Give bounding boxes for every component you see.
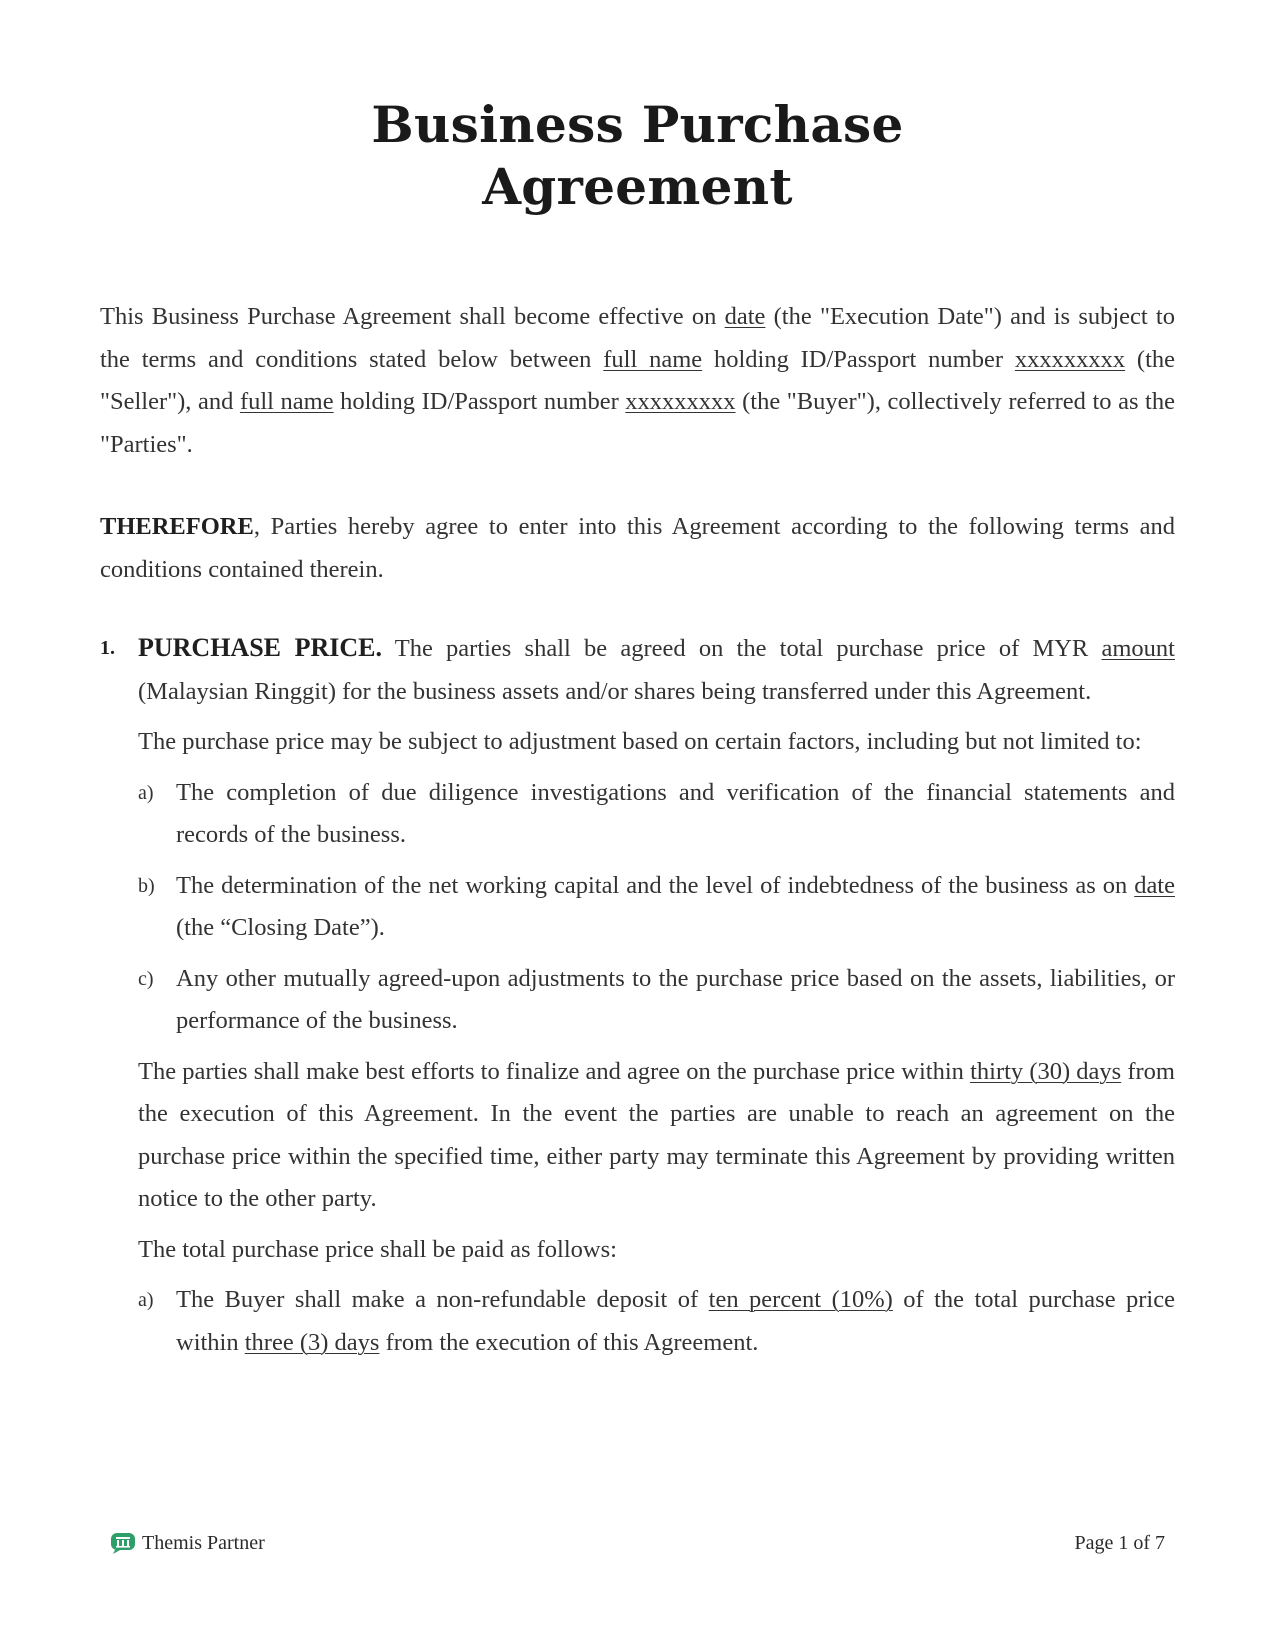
page-number: Page 1 of 7 <box>1074 1531 1165 1554</box>
list-item <box>138 1279 1175 1364</box>
finalize-text-2: from the execution of this Agreement. In the event the parties are unable to reach an agreement on the purchase price within the specified time, either party may terminate this Agreement by providing written notice to the other party. <box>138 1057 1175 1212</box>
list-item <box>138 958 1175 1043</box>
list-item-text: of the total purchase price within <box>176 1286 1175 1356</box>
payment-intro-paragraph: The total purchase price shall be paid as follows: <box>138 1235 617 1263</box>
list-item-text: The determination of the net working capital and the level of indebtedness of the business as on <box>176 871 1135 899</box>
intro-text-3: holding ID/Passport number <box>702 345 1015 373</box>
brand-name: Themis Partner <box>142 1531 265 1554</box>
deposit-period-field: three (3) days <box>244 1328 380 1356</box>
list-item <box>138 865 1175 950</box>
themis-pillar-logo-icon <box>110 1531 136 1555</box>
list-marker: c) <box>138 967 154 990</box>
title-line-2: Agreement <box>482 157 793 216</box>
payment-list <box>138 1279 1175 1364</box>
purchase-price-paragraph <box>138 627 1175 713</box>
list-marker: b) <box>138 874 155 897</box>
seller-id-field: xxxxxxxxx <box>1014 345 1126 373</box>
therefore-keyword: THEREFORE <box>100 513 254 540</box>
section-purchase-price <box>100 627 1175 1364</box>
section-number: 1. <box>100 637 115 659</box>
deposit-percent-field: ten percent (10%) <box>708 1286 893 1313</box>
adjustment-intro-paragraph: The purchase price may be subject to adjustment based on certain factors, including but not limited to: <box>138 728 1142 755</box>
intro-text-4: (the "Seller"), and <box>100 345 1176 415</box>
buyer-id-field: xxxxxxxxx <box>625 388 736 415</box>
intro-text-6: (the "Buyer"), collectively referred to as the "Parties". <box>100 388 1175 458</box>
list-item-text: Any other mutually agreed-upon adjustments to the purchase price based on the assets, liabilities, or performance of the business. <box>176 964 1175 1034</box>
intro-paragraph <box>100 296 1175 466</box>
finalize-text-1: The parties shall make best efforts to finalize and agree on the purchase price within <box>138 1057 971 1085</box>
therefore-text: , Parties hereby agree to enter into this Agreement according to the following terms and conditions contained therein. <box>100 513 1175 583</box>
page-footer <box>0 1526 1275 1560</box>
document-body <box>100 296 1175 1372</box>
seller-name-field: full name <box>603 345 703 373</box>
finalize-paragraph <box>138 1051 1175 1221</box>
list-marker: a) <box>138 781 154 804</box>
intro-text-1: This Business Purchase Agreement shall become effective on <box>100 303 725 330</box>
document-title <box>0 94 1275 218</box>
price-text-2: (Malaysian Ringgit) for the business assets and/or shares being transferred under this Agreement. <box>138 677 1092 705</box>
list-item-text: The Buyer shall make a non-refundable deposit of <box>176 1286 709 1313</box>
closing-date-field: date <box>1134 871 1175 899</box>
intro-text-5: holding ID/Passport number <box>333 388 626 415</box>
therefore-paragraph <box>100 506 1175 591</box>
intro-text-2: (the "Execution Date") and is subject to the terms and conditions stated below between <box>100 303 1175 373</box>
execution-date-field: date <box>724 303 766 330</box>
list-item-text: (the “Closing Date”). <box>176 914 385 941</box>
adjustment-list <box>138 772 1175 1043</box>
brand <box>110 1526 265 1560</box>
list-item <box>138 772 1175 857</box>
title-line-1: Business Purchase <box>371 95 904 154</box>
buyer-name-field: full name <box>239 388 334 415</box>
list-item-text: The completion of due diligence investigations and verification of the financial statements and records of the business. <box>176 778 1175 848</box>
section-heading: PURCHASE PRICE. <box>138 633 382 662</box>
amount-field: amount <box>1101 635 1175 662</box>
finalize-period-field: thirty (30) days <box>970 1057 1122 1085</box>
list-marker: a) <box>138 1289 154 1311</box>
price-text-1: The parties shall be agreed on the total purchase price of MYR <box>381 635 1102 662</box>
list-item-text: from the execution of this Agreement. <box>379 1328 759 1356</box>
